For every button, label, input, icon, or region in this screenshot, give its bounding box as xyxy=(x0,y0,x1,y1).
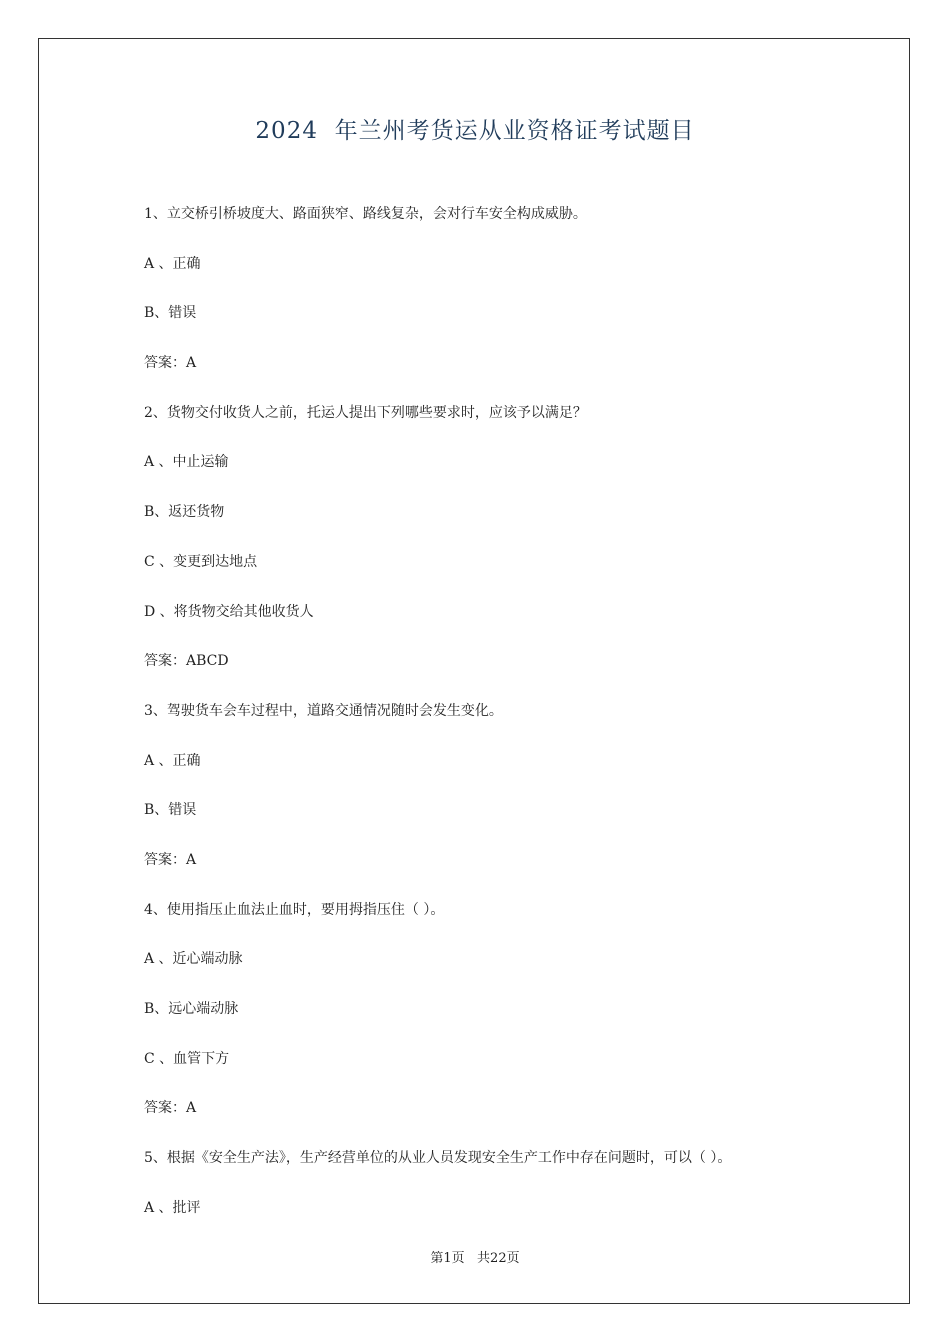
question-1-option-b: B、错误 xyxy=(144,305,197,322)
question-2-answer: 答案：ABCD xyxy=(144,653,229,670)
question-1-text: 1、立交桥引桥坡度大、路面狭窄、路线复杂，会对行车安全构成威胁。 xyxy=(144,206,587,222)
question-4-option-b: B、远心端动脉 xyxy=(144,1001,239,1017)
question-2-option-d: D 、将货物交给其他收货人 xyxy=(144,603,314,620)
question-3-answer: 答案：A xyxy=(144,851,197,868)
question-5-option-a: A 、批评 xyxy=(144,1199,201,1216)
document-title: 2024 年兰州考货运从业资格证考试题目 xyxy=(255,118,695,144)
question-1-option-a: A 、正确 xyxy=(144,255,201,272)
page-number-footer: 第1页 共22页 xyxy=(430,1251,520,1266)
question-4-option-c: C 、血管下方 xyxy=(144,1050,230,1067)
question-4-answer: 答案：A xyxy=(144,1100,197,1117)
question-2-option-c: C 、变更到达地点 xyxy=(144,553,258,570)
question-3-option-b: B、错误 xyxy=(144,802,197,819)
question-2-option-a: A 、中止运输 xyxy=(144,454,229,471)
question-5-text: 5、根据《安全生产法》，生产经营单位的从业人员发现安全生产工作中存在问题时，可以（ ）。 xyxy=(144,1150,732,1167)
question-4-option-a: A 、近心端动脉 xyxy=(144,951,243,968)
question-2-option-b: B、返还货物 xyxy=(144,504,225,521)
question-1-answer: 答案：A xyxy=(144,355,197,372)
question-2-text: 2、货物交付收货人之前，托运人提出下列哪些要求时，应该予以满足？ xyxy=(144,404,587,421)
question-3-text: 3、驾驶货车会车过程中，道路交通情况随时会发生变化。 xyxy=(144,702,503,719)
question-3-option-a: A 、正确 xyxy=(144,752,201,769)
question-4-text: 4、使用指压止血法止血时，要用拇指压住（ ）。 xyxy=(144,901,445,918)
document-body xyxy=(144,202,864,1245)
